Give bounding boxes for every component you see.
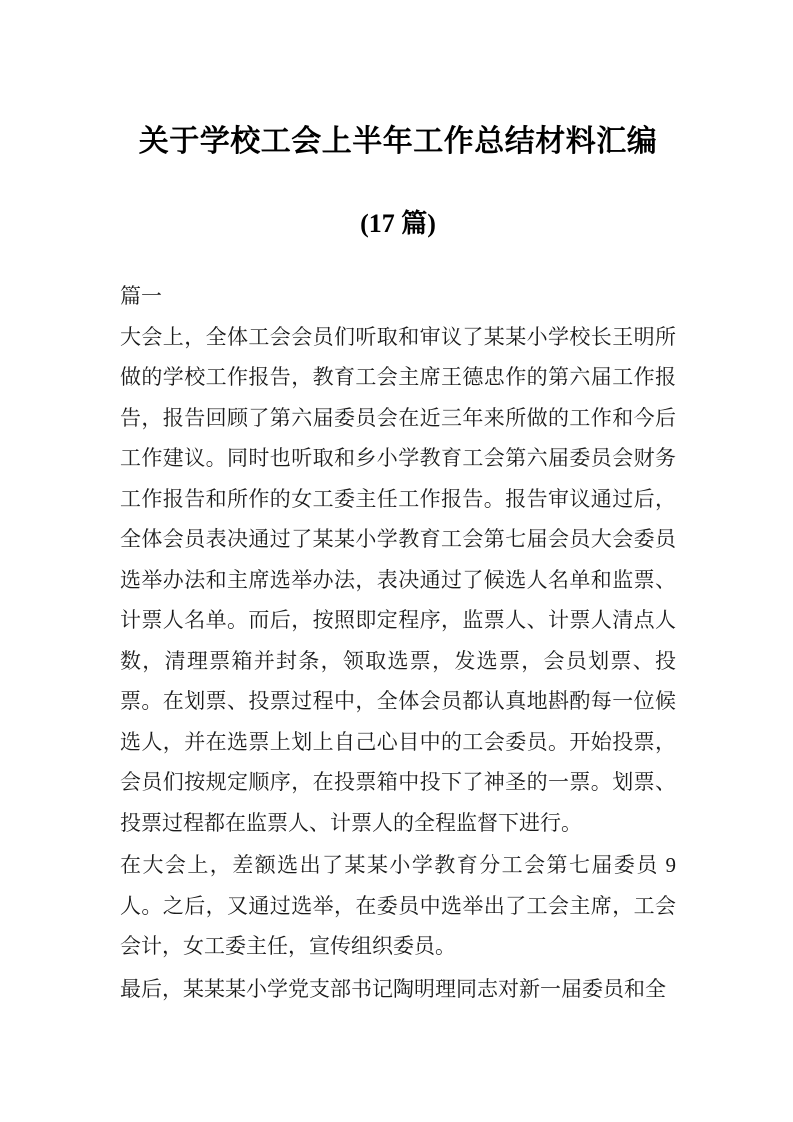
paragraph: 在大会上，差额选出了某某小学教育分工会第七届委员 9 人。之后，又通过选举，在委员中选举出了工会主席，工会会计，女工委主任，宣传组织委员。 xyxy=(120,853,676,958)
paragraph: 大会上，全体工会会员们听取和审议了某某小学校长王明所做的学校工作报告，教育工会主席王德忠作的第六届工作报告，报告回顾了第六届委员会在近三年来所做的工作和今后工作建议。同时也听取和乡小学教育工会第六届委员会财务工作报告和所作的女工委主任工作报告。报告审议通过后，全体会员表决通过了某某小学教育工会第七届会员大会委员选举办法和主席选举办法，表决通过了候选人名单和监票、计票人名单。而后，按照即定程序，监票人、计票人清点人数，清理票箱并封条，领取选票，发选票，会员划票、投票。在划票、投票过程中，全体会员都认真地斟酌每一位候选人，并在选票上划上自己心目中的工会委员。开始投票，会员们按规定顺序，在投票箱中投下了神圣的一票。划票、投票过程都在监票人、计票人的全程监督下进行。 xyxy=(120,324,676,835)
document-content xyxy=(120,0,676,1011)
section-heading: 篇一 xyxy=(120,284,162,308)
document-title: 关于学校工会上半年工作总结材料汇编 xyxy=(138,125,658,158)
document-subtitle: (17 篇) xyxy=(360,209,436,238)
paragraph: 最后，某某某小学党支部书记陶明理同志对新一届委员和全 xyxy=(120,976,666,1001)
document-body xyxy=(120,317,676,1010)
